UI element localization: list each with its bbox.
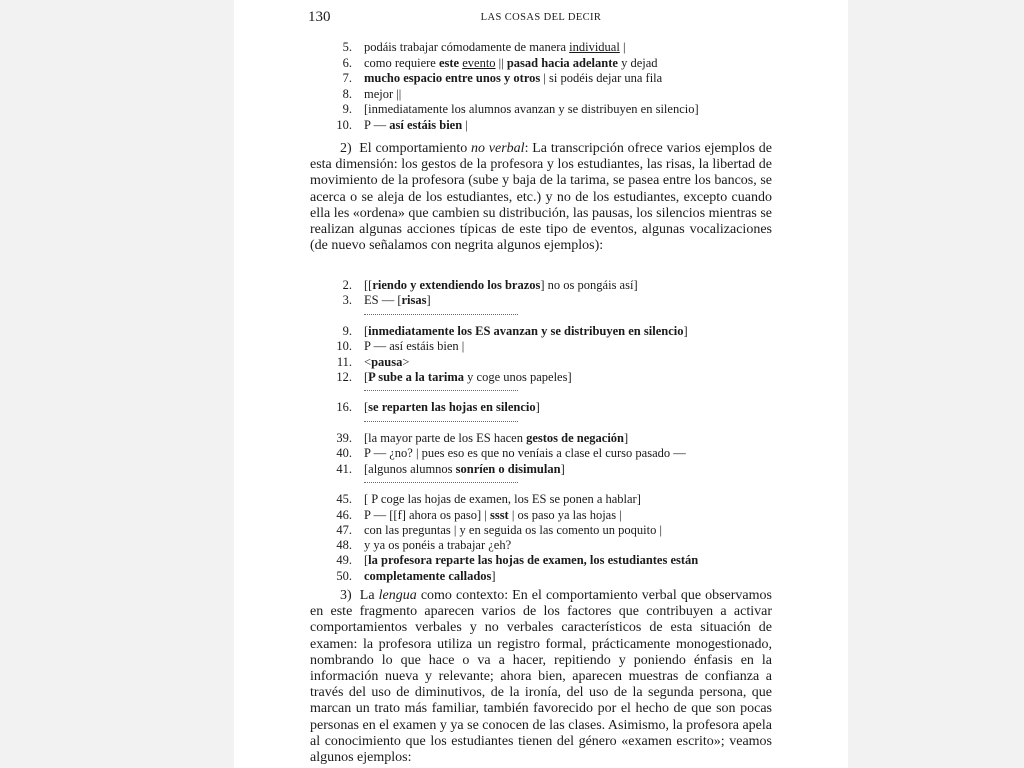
transcript-line: como requiere este evento || pasad hacia adelante y dejad bbox=[364, 55, 658, 70]
page-header bbox=[308, 9, 774, 29]
line-number: 5. bbox=[342, 40, 352, 54]
running-head: LAS COSAS DEL DECIR bbox=[480, 12, 602, 23]
transcript-line: [la profesora reparte las hojas de examen, los estudiantes están bbox=[364, 553, 699, 568]
omission-dots bbox=[364, 421, 518, 422]
omission-dots bbox=[364, 314, 518, 315]
line-number: 41. bbox=[336, 461, 352, 476]
transcript-line: P — así estáis bien | bbox=[364, 117, 468, 132]
transcript-line: [algunos alumnos sonríen o disimulan] bbox=[364, 461, 565, 476]
line-number: 3. bbox=[342, 293, 352, 308]
omission-dots bbox=[364, 482, 518, 483]
transcript-line: [P sube a la tarima y coge unos papeles] bbox=[364, 369, 572, 384]
paragraph-language: 3) La lengua como contexto: En el comportamiento verbal que observamos en este fragmento aparecen varios de los factores que contribuyen a activar comportamientos verbales y no verbales característicos de esta situación de examen: la profesora utiliza un registro formal, prácticamente monogestionado, nombrando lo que hace o va a hacer, repitiendo y poniendo énfasis en la información nueva y relevante; ahora bien, aparecen muestras de confianza a través del uso de diminutivos, de la ironía, del uso de la segunda persona, que marcan un trato más familiar, también favorecido por el hecho de que son pocas personas en el examen y ya se conocen de las clases. Asimismo, la profesora apela al conocimiento que los estudiantes tienen del género «examen escrito»; veamos algunos ejemplos: bbox=[310, 588, 772, 766]
transcript-line: y ya os ponéis a trabajar ¿eh? bbox=[364, 538, 512, 553]
transcript-line: <pausa> bbox=[364, 354, 410, 369]
line-number: 40. bbox=[336, 446, 352, 461]
transcript-line: [se reparten las hojas en silencio] bbox=[364, 400, 540, 415]
transcript-line: P — así estáis bien | bbox=[364, 339, 465, 354]
line-number: 46. bbox=[336, 507, 352, 522]
line-number: 49. bbox=[336, 553, 352, 568]
transcript-line: [ P coge las hojas de examen, los ES se ponen a hablar] bbox=[364, 492, 641, 507]
line-number: 47. bbox=[336, 522, 352, 537]
line-number: 10. bbox=[336, 339, 352, 354]
transcript-line: podáis trabajar cómodamente de manera individual | bbox=[364, 40, 626, 54]
transcript-line: [la mayor parte de los ES hacen gestos de negación] bbox=[364, 431, 629, 445]
line-number: 9. bbox=[342, 323, 352, 338]
transcript-line: mejor || bbox=[364, 86, 402, 101]
line-number: 16. bbox=[336, 400, 352, 415]
page-number: 130 bbox=[308, 9, 331, 25]
line-number: 11. bbox=[336, 354, 352, 369]
line-number: 39. bbox=[336, 431, 352, 445]
transcript-line: ES — [risas] bbox=[364, 293, 431, 308]
transcript-line: [[riendo y extendiendo los brazos] no os pongáis así] bbox=[364, 278, 638, 292]
line-number: 12. bbox=[336, 369, 352, 384]
paragraph-nonverbal: 2) El comportamiento no verbal: La transcripción ofrece varios ejemplos de esta dimensión: los gestos de la profesora y los estudiantes, las risas, la libertad de movimiento de la profesora (sube y baja de la tarima, se pasea entre los bancos, se acerca o se aleja de los estudiantes, etc.) y no de los estudiantes, excepto cuando ella les «ordena» que cambien su distribución, las pausas, los silencios mientras se realizan algunas acciones típicas de este tipo de eventos, algunas vocalizaciones (de nuevo señalamos con negrita algunos ejemplos): bbox=[310, 141, 772, 254]
transcript-line: P — [[f] ahora os paso] | ssst | os paso ya las hojas | bbox=[364, 507, 622, 522]
line-number: 50. bbox=[336, 568, 352, 583]
omission-dots bbox=[364, 390, 518, 391]
book-page bbox=[234, 0, 848, 768]
line-number: 6. bbox=[342, 55, 352, 70]
line-number: 9. bbox=[342, 102, 352, 116]
line-number: 10. bbox=[336, 117, 352, 132]
line-number: 48. bbox=[336, 538, 352, 553]
line-number: 8. bbox=[342, 86, 352, 101]
transcript-line: [inmediatamente los alumnos avanzan y se distribuyen en silencio] bbox=[364, 102, 699, 116]
line-number: 45. bbox=[336, 492, 352, 507]
line-number: 7. bbox=[342, 71, 352, 85]
transcript-line: con las preguntas | y en seguida os las comento un poquito | bbox=[364, 522, 663, 537]
transcript-line: completamente callados] bbox=[364, 568, 496, 583]
transcript-line: P — ¿no? | pues eso es que no veníais a clase el curso pasado — bbox=[364, 446, 686, 461]
transcript-line: [inmediatamente los ES avanzan y se distribuyen en silencio] bbox=[364, 323, 688, 338]
transcript-line: mucho espacio entre unos y otros | si podéis dejar una fila bbox=[364, 71, 663, 85]
line-number: 2. bbox=[342, 278, 352, 292]
